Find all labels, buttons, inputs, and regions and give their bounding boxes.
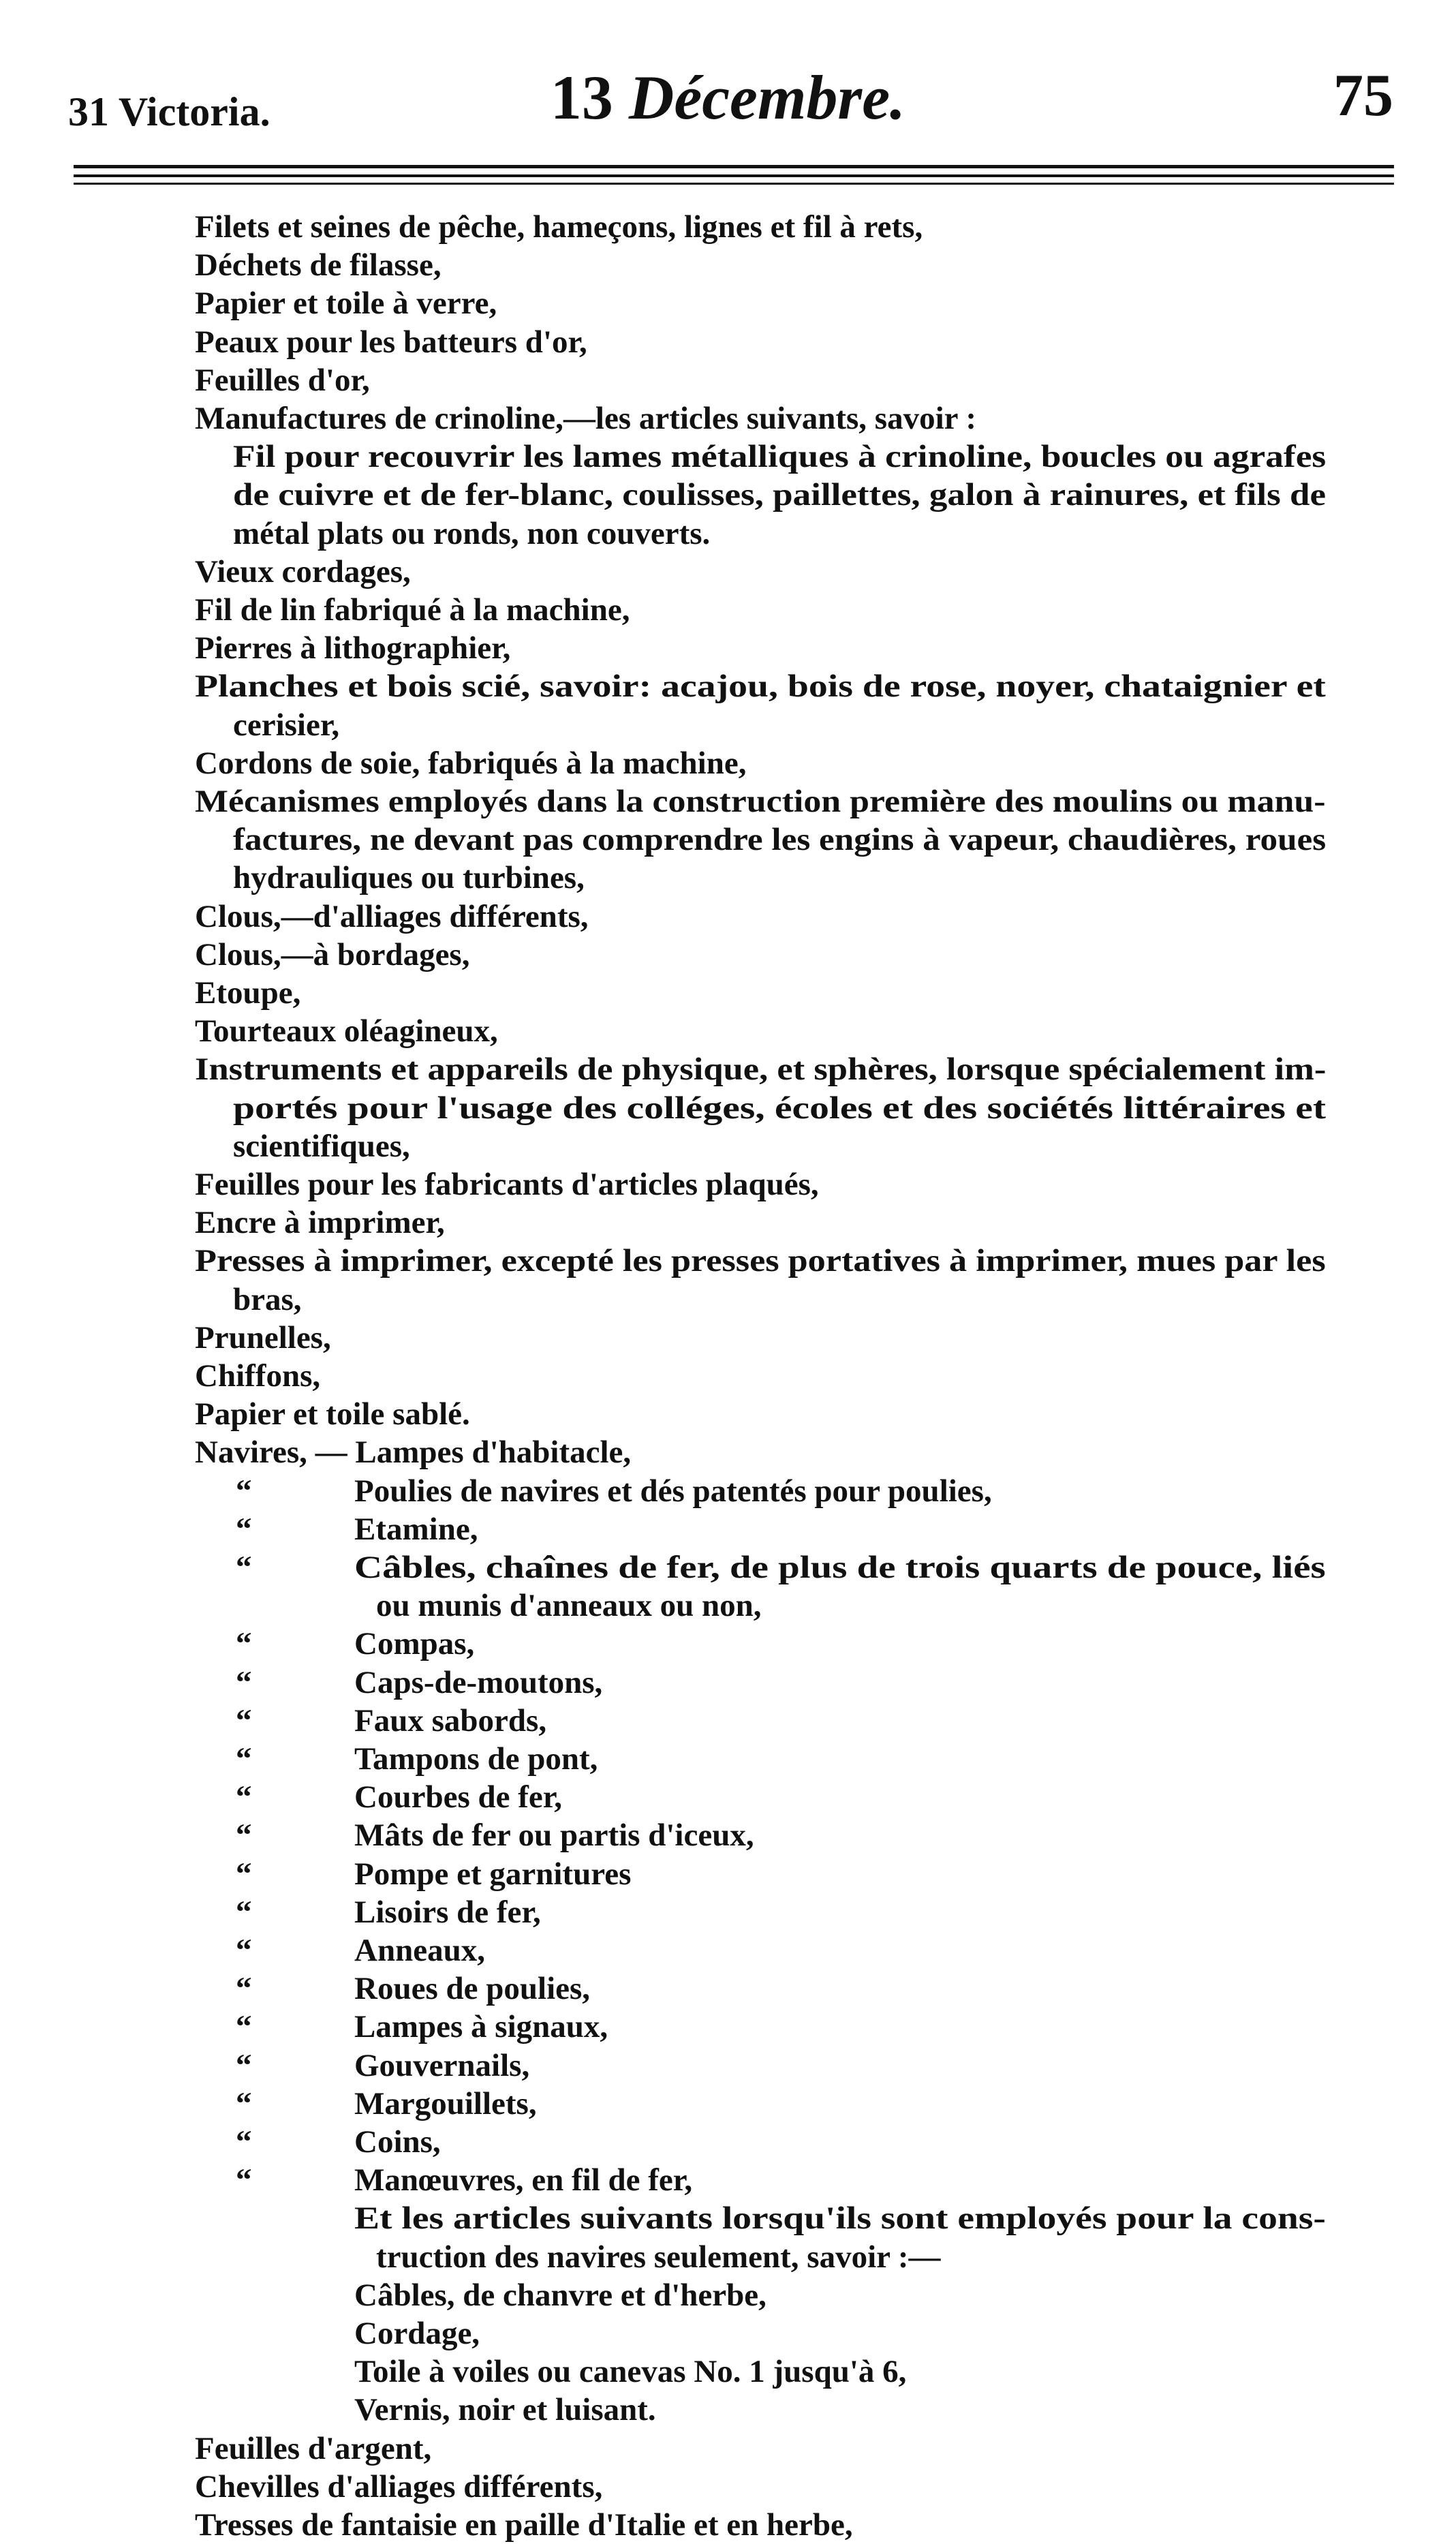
list-item-text: Gouvernails, [354,2047,530,2083]
text-line: Etoupe, [195,975,301,1011]
list-item-text: Courbes de fer, [354,1779,563,1815]
list-item [195,1472,1326,1510]
text-line: Clous,—à bordages, [195,936,470,972]
list-item [195,2047,1326,2085]
ditto-mark: “ [236,1511,252,1547]
text-line: Toile à voiles ou canevas No. 1 jusqu'à 6, [354,2354,907,2390]
header-rule [74,174,1394,177]
text-line: bras, [233,1281,302,1317]
text-line: truction des navires seulement, savoir :— [376,2239,941,2275]
page-number: 75 [1333,63,1393,129]
text-line: Fil de lin fabriqué à la machine, [195,592,630,628]
text-line: Pierres à lithographier, [195,630,511,666]
text-line: Papier et toile à verre, [195,286,497,322]
list-item-text: Lampes à signaux, [354,2009,608,2045]
list-item [195,1970,1326,2008]
list-item [195,2008,1326,2046]
list-item-text: Lisoirs de fer, [354,1894,541,1930]
ditto-mark: “ [236,2009,252,2045]
header-date [0,63,1456,132]
ditto-mark: “ [236,1933,252,1968]
text-line: scientifiques, [233,1128,410,1164]
text-line: Et les articles suivants lorsqu'ils sont employés pour la cons- [354,2201,1326,2237]
list-item [195,1625,1326,1663]
text-line: Cordage, [354,2316,480,2351]
list-item [195,1893,1326,1931]
list-item [195,2123,1326,2161]
list-item [195,1664,1326,1702]
text-line: Tourteaux oléagineux, [195,1013,498,1049]
text-line: métal plats ou ronds, non couverts. [233,515,711,551]
text-line: portés pour l'usage des colléges, écoles et des sociétés littéraires et [233,1090,1327,1126]
list-item [195,1816,1326,1854]
list-item [195,2085,1326,2123]
text-line: Cordons de soie, fabriqués à la machine, [195,745,747,781]
page-header [0,63,1456,134]
text-line: Peaux pour les batteurs d'or, [195,324,587,360]
ditto-mark: “ [236,1550,252,1585]
header-regnal-year: 31 Victoria. [68,89,270,134]
list-item-text: Roues de poulies, [354,1971,591,2007]
header-rule [74,165,1394,168]
text-line: Presses à imprimer, excepté les presses portatives à imprimer, mues par les [195,1243,1326,1279]
ditto-mark: “ [236,2162,252,2198]
ditto-mark: “ [236,1971,252,2007]
list-item [195,1778,1326,1816]
ditto-mark: “ [236,2085,252,2121]
list-item [195,1702,1326,1740]
list-item [195,1548,1326,1587]
list-item-text: Manœuvres, en fil de fer, [354,2162,693,2198]
text-line: Prunelles, [195,1319,331,1355]
list-item-text: Pompe et garnitures [354,1856,632,1892]
text-line: Déchets de filasse, [195,247,442,283]
ditto-mark: “ [236,1779,252,1815]
ditto-mark: “ [236,2124,252,2160]
header-date-month: Décembre. [628,63,906,132]
text-line: Feuilles d'or, [195,362,370,398]
list-item-text: Mâts de fer ou partis d'iceux, [354,1818,754,1854]
list-item-text: Compas, [354,1626,475,1662]
text-line: Chiffons, [195,1358,321,1394]
text-line: Planches et bois scié, savoir: acajou, bois de rose, noyer, chataignier et [195,669,1326,705]
ditto-mark: “ [236,1741,252,1777]
text-line: de cuivre et de fer-blanc, coulisses, paillettes, galon à rainures, et fils de [233,477,1327,513]
ditto-mark: “ [236,1702,252,1738]
text-line: Câbles, de chanvre et d'herbe, [354,2277,766,2313]
list-item-text: Coins, [354,2124,441,2160]
list-item-text: Caps-de-moutons, [354,1664,603,1700]
ditto-mark: “ [236,2047,252,2083]
text-line: Instruments et appareils de physique, et sphères, lorsque spécialement im- [195,1052,1327,1088]
text-line: Chevilles d'alliages différents, [195,2468,603,2504]
list-item [195,1931,1326,1970]
list-item-text: Faux sabords, [354,1702,547,1738]
text-line: factures, ne devant pas comprendre les engins à vapeur, chaudières, roues [233,822,1327,858]
ditto-mark: “ [236,1818,252,1854]
list-item-text: Poulies de navires et dés patentés pour poulies, [354,1473,992,1509]
text-line: Papier et toile sablé. [195,1396,470,1432]
text-line: hydrauliques ou turbines, [233,860,585,896]
ditto-mark: “ [236,1894,252,1930]
text-line: Clous,—d'alliages différents, [195,898,589,934]
text-line: ou munis d'anneaux ou non, [376,1588,762,1624]
text-line: Filets et seines de pêche, hameçons, lignes et fil à rets, [195,209,923,245]
list-item [195,2161,1326,2199]
text-line: Vernis, noir et luisant. [354,2392,656,2428]
ditto-mark: “ [236,1626,252,1662]
text-line: Mécanismes employés dans la construction première des moulins ou manu- [195,784,1326,819]
list-item [195,1740,1326,1778]
header-rule [74,183,1394,185]
list-item-text: Etamine, [354,1511,478,1547]
text-line: Feuilles pour les fabricants d'articles plaqués, [195,1167,819,1202]
list-item-text: Anneaux, [354,1933,485,1968]
text-line: Vieux cordages, [195,553,411,589]
list-item-text: Margouillets, [354,2085,537,2121]
text-line: cerisier, [233,707,340,743]
ditto-mark: “ [236,1473,252,1509]
list-item [195,1855,1326,1893]
text-line: Tresses de fantaisie en paille d'Italie et en herbe, [195,2507,853,2543]
text-line: Feuilles d'argent, [195,2430,432,2466]
ditto-mark: “ [236,1664,252,1700]
header-date-day: 13 [550,63,613,132]
list-item-text: Câbles, chaînes de fer, de plus de trois quarts de pouce, liés [354,1550,1326,1585]
text-line: Encre à imprimer, [195,1205,445,1241]
text-line: Navires, — Lampes d'habitacle, [195,1435,632,1471]
text-line: Manufactures de crinoline,—les articles suivants, savoir : [195,401,977,436]
list-item-text: Tampons de pont, [354,1741,598,1777]
list-item [195,1510,1326,1548]
ditto-mark: “ [236,1856,252,1892]
text-line: Fil pour recouvrir les lames métalliques à crinoline, boucles ou agrafes [233,439,1327,475]
